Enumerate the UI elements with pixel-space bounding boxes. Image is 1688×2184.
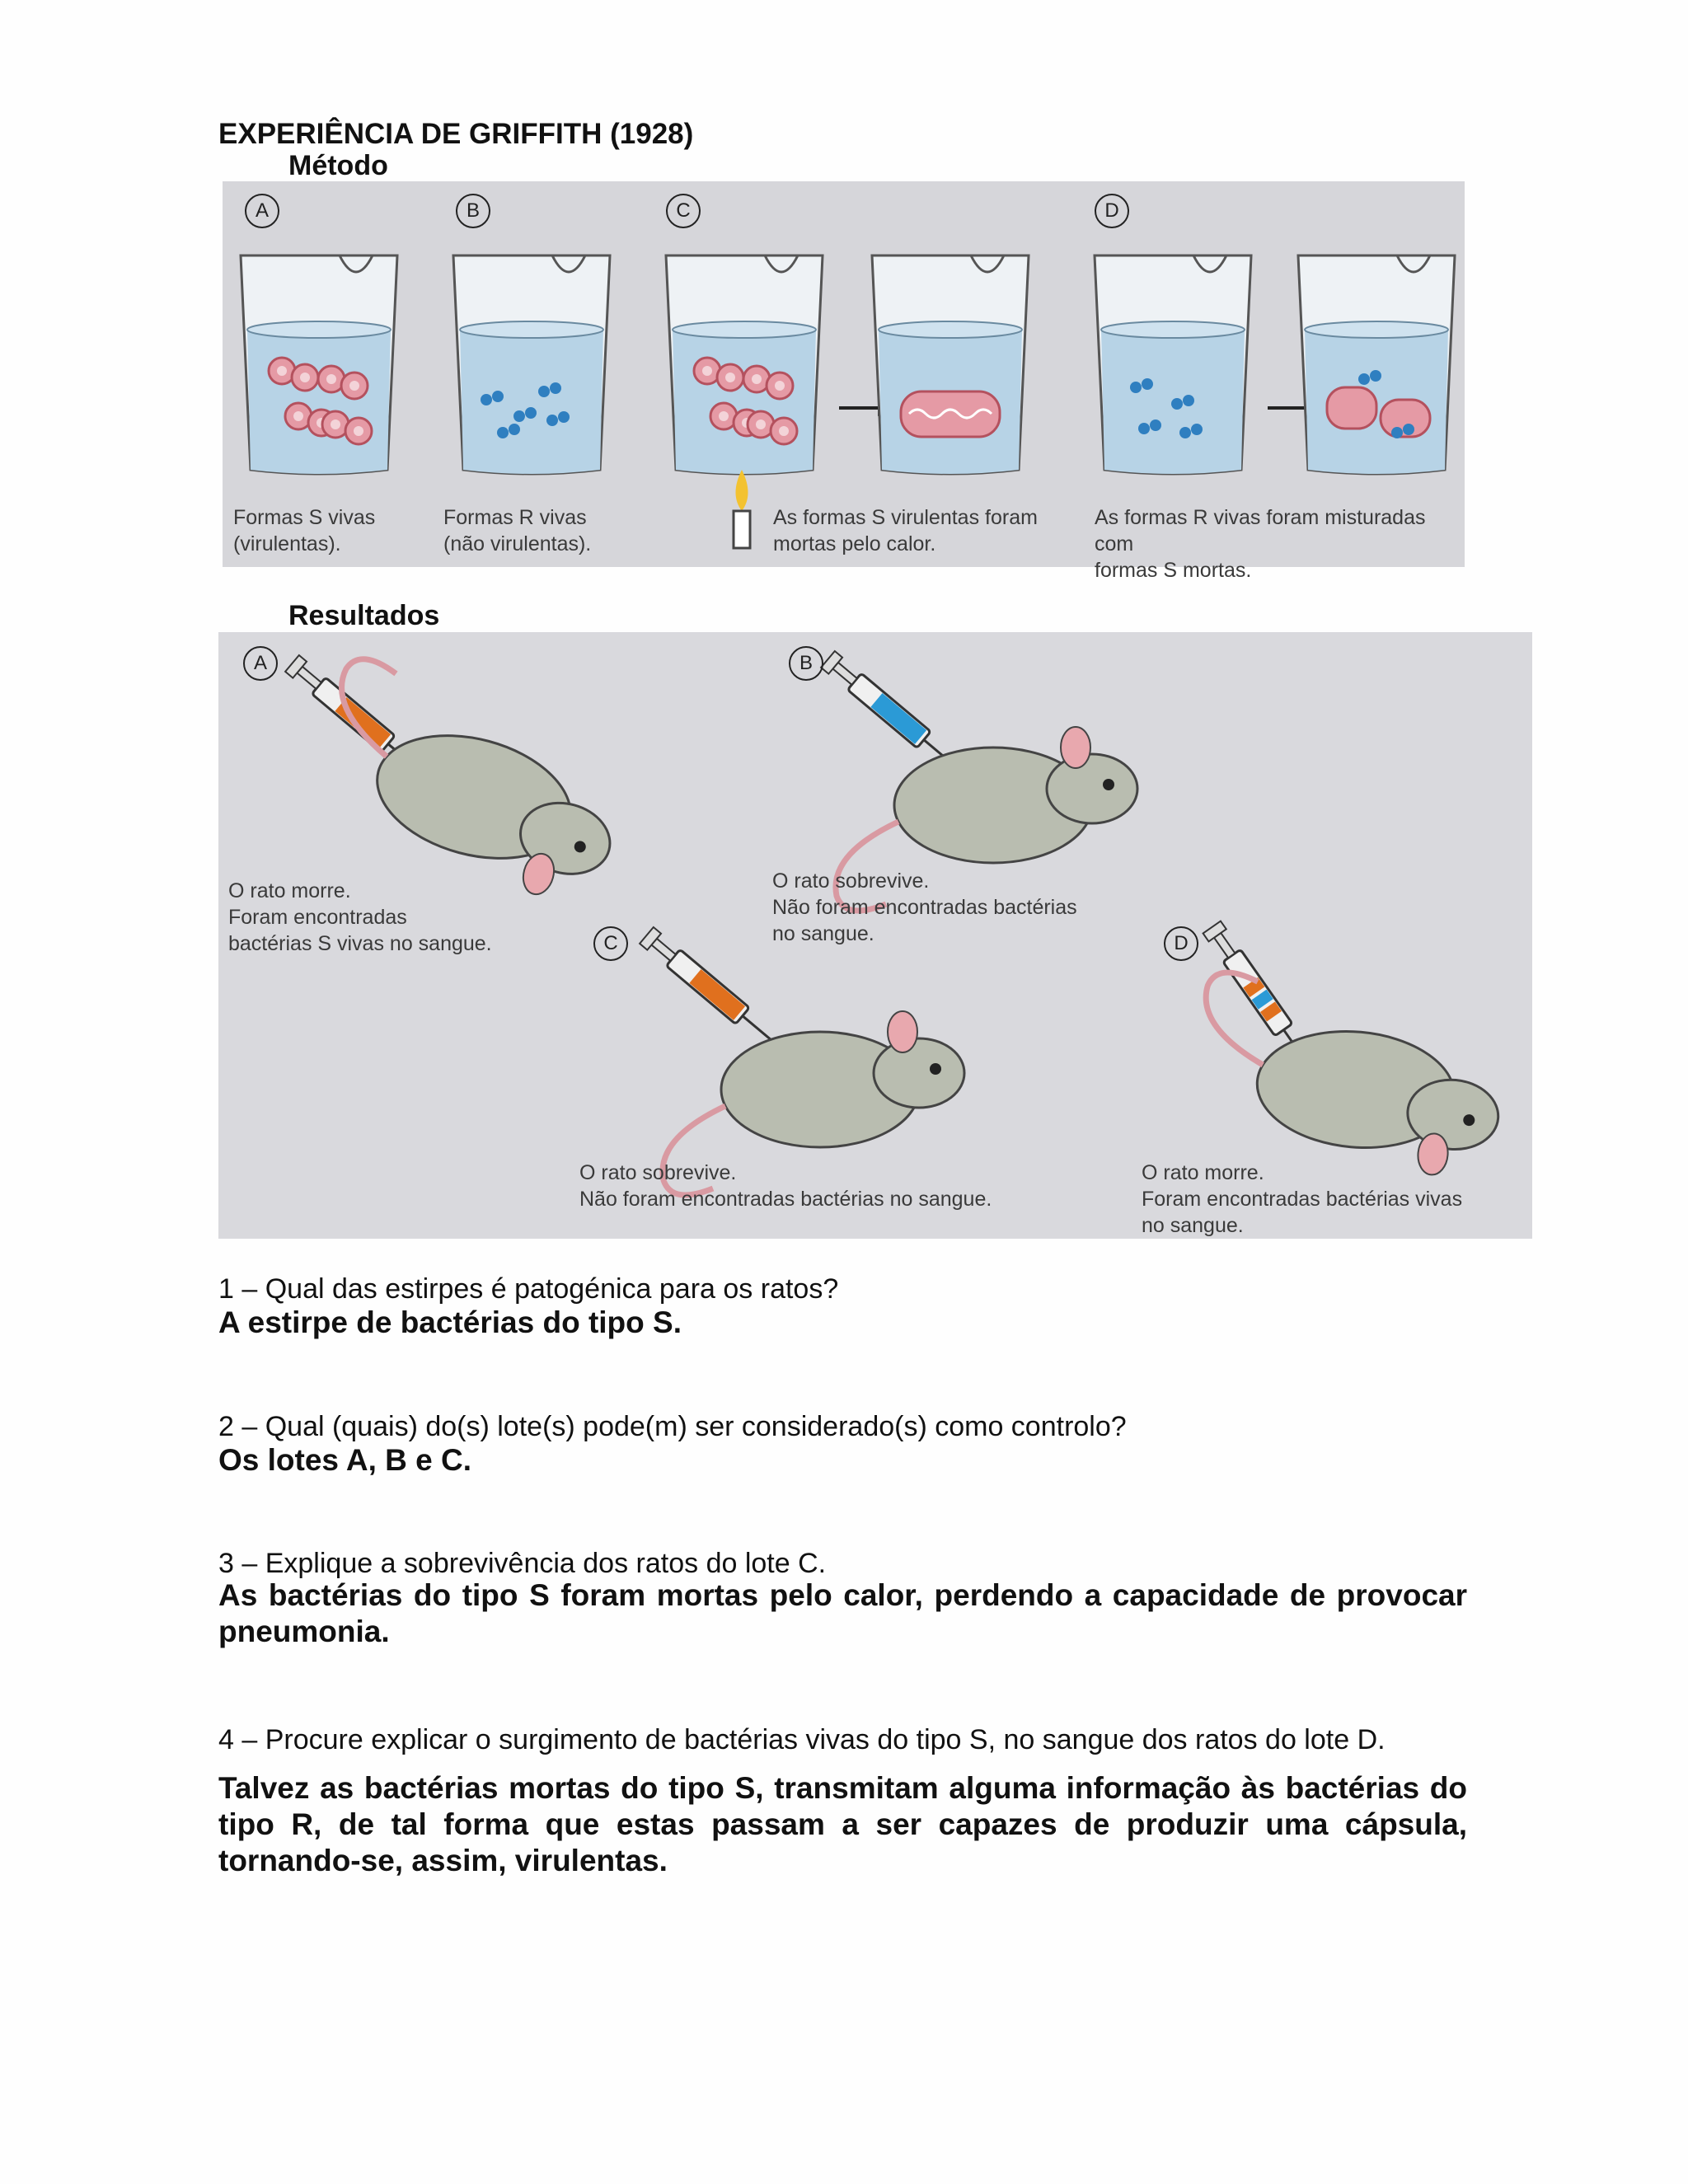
resultados-figure — [218, 632, 1532, 1239]
answer-1: A estirpe de bactérias do tipo S. — [218, 1305, 682, 1339]
resultados-heading: Resultados — [288, 600, 440, 631]
beaker-d-mix — [1298, 255, 1455, 474]
resultados-label-c: C — [593, 926, 628, 961]
answer-3: As bactérias do tipo S foram mortas pelo calor, perdendo a capacidade de provocar pneumonia. — [218, 1578, 1467, 1648]
question-1: 1 – Qual das estirpes é patogénica para os ratos? — [218, 1273, 839, 1305]
metodo-caption-c: As formas S virulentas foram mortas pelo calor. — [773, 506, 1038, 555]
beaker-b — [453, 255, 610, 474]
resultados-label-b: B — [789, 646, 823, 681]
resultados-caption-b: O rato sobrevive. Não foram encontradas bactérias no sangue. — [772, 869, 1077, 945]
beaker-a — [241, 255, 397, 474]
question-2: 2 – Qual (quais) do(s) lote(s) pode(m) ser considerado(s) como controlo? — [218, 1411, 1127, 1442]
mouse-a-dead — [302, 654, 640, 910]
beaker-d-r — [1095, 255, 1251, 474]
question-4: 4 – Procure explicar o surgimento de bactérias vivas do tipo S, no sangue dos ratos do lote D. — [218, 1724, 1386, 1755]
metodo-label-c: C — [666, 194, 701, 228]
resultados-label-d: D — [1164, 926, 1198, 961]
resultados-caption-d: O rato morre. Foram encontradas bactérias vivas no sangue. — [1142, 1161, 1463, 1237]
mouse-d-dead — [1192, 971, 1508, 1180]
metodo-caption-d: As formas R vivas foram misturadas com formas S mortas. — [1095, 506, 1426, 582]
metodo-figure — [223, 181, 1465, 582]
metodo-caption-a: Formas S vivas (virulentas). — [233, 506, 376, 555]
beaker-c-dead — [872, 255, 1029, 474]
metodo-heading: Método — [288, 150, 388, 181]
flame-icon — [734, 470, 750, 548]
metodo-label-b: B — [456, 194, 490, 228]
beaker-c-living — [666, 255, 823, 474]
metodo-caption-b: Formas R vivas (não virulentas). — [443, 506, 592, 555]
answer-2: Os lotes A, B e C. — [218, 1443, 472, 1477]
answer-4: Talvez as bactérias mortas do tipo S, transmitam alguma informação às bactérias do tipo R, de tal forma que estas passam a ser capazes de produzir uma cápsula, tornando-se, assim, virulentas. — [218, 1771, 1467, 1877]
metodo-label-d: D — [1095, 194, 1129, 228]
resultados-caption-a: O rato morre. Foram encontradas bactérias S vivas no sangue. — [228, 879, 492, 955]
page-title: EXPERIÊNCIA DE GRIFFITH (1928) — [218, 118, 694, 150]
resultados-label-a: A — [243, 646, 278, 681]
metodo-label-a: A — [245, 194, 279, 228]
resultados-caption-c: O rato sobrevive. Não foram encontradas bactérias no sangue. — [579, 1161, 992, 1211]
question-3: 3 – Explique a sobrevivência dos ratos do lote C. — [218, 1548, 827, 1579]
